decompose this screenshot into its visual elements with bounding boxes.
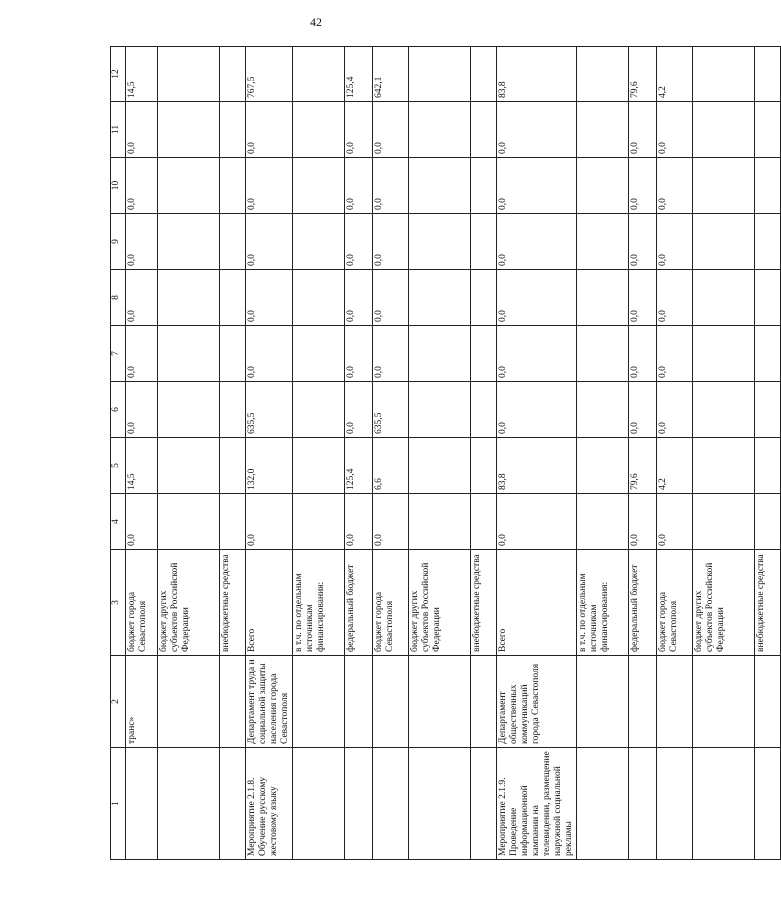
- table-row: [693, 47, 755, 860]
- value-cell: 635,5: [373, 382, 409, 438]
- executor-cell: [293, 656, 345, 748]
- value-cell: [293, 158, 345, 214]
- value-cell: 0,0: [126, 382, 158, 438]
- table-row: [293, 47, 345, 860]
- column-number: 4: [111, 494, 126, 550]
- executor-cell: [693, 656, 755, 748]
- value-cell: [220, 214, 246, 270]
- value-cell: [220, 47, 246, 102]
- value-cell: 635,5: [246, 382, 293, 438]
- value-cell: 0,0: [657, 494, 693, 550]
- value-cell: [293, 47, 345, 102]
- value-cell: [755, 326, 781, 382]
- value-cell: 0,0: [345, 494, 373, 550]
- value-cell: 0,0: [657, 270, 693, 326]
- executor-cell: [345, 656, 373, 748]
- value-cell: 79,6: [629, 438, 657, 494]
- value-cell: 0,0: [373, 214, 409, 270]
- value-cell: [755, 438, 781, 494]
- source-cell: бюджет других субъектов Российской Федерации: [693, 550, 755, 656]
- value-cell: 0,0: [657, 382, 693, 438]
- header-row: [111, 47, 126, 860]
- value-cell: 83,8: [497, 47, 577, 102]
- column-number: 10: [111, 158, 126, 214]
- value-cell: 0,0: [126, 214, 158, 270]
- executor-cell: транс»: [126, 656, 158, 748]
- value-cell: [158, 47, 220, 102]
- value-cell: 0,0: [126, 326, 158, 382]
- value-cell: [409, 47, 471, 102]
- value-cell: [577, 438, 629, 494]
- activity-cell: [657, 748, 693, 860]
- value-cell: 0,0: [246, 102, 293, 158]
- column-number: 8: [111, 270, 126, 326]
- value-cell: [220, 270, 246, 326]
- value-cell: 4,2: [657, 438, 693, 494]
- value-cell: [471, 494, 497, 550]
- value-cell: 0,0: [246, 326, 293, 382]
- activity-cell: [577, 748, 629, 860]
- value-cell: 0,0: [497, 494, 577, 550]
- page-number: 42: [310, 15, 322, 29]
- value-cell: [409, 158, 471, 214]
- table-row: [497, 47, 577, 860]
- value-cell: 79,6: [629, 47, 657, 102]
- value-cell: [577, 270, 629, 326]
- value-cell: 0,0: [497, 326, 577, 382]
- value-cell: [755, 270, 781, 326]
- table-row: [126, 47, 158, 860]
- value-cell: [471, 158, 497, 214]
- value-cell: 0,0: [497, 382, 577, 438]
- value-cell: [755, 158, 781, 214]
- value-cell: [693, 326, 755, 382]
- value-cell: [693, 270, 755, 326]
- table-row: [471, 47, 497, 860]
- value-cell: [693, 494, 755, 550]
- value-cell: 14,5: [126, 47, 158, 102]
- value-cell: [577, 214, 629, 270]
- value-cell: 0,0: [497, 158, 577, 214]
- value-cell: [158, 326, 220, 382]
- value-cell: [158, 102, 220, 158]
- table-row: [577, 47, 629, 860]
- value-cell: 0,0: [497, 270, 577, 326]
- value-cell: 0,0: [126, 270, 158, 326]
- executor-cell: Департамент труда и социальной защиты населения города Севастополя: [246, 656, 293, 748]
- executor-cell: [220, 656, 246, 748]
- value-cell: 0,0: [373, 102, 409, 158]
- value-cell: [471, 382, 497, 438]
- activity-cell: [693, 748, 755, 860]
- executor-cell: [657, 656, 693, 748]
- activity-cell: [126, 748, 158, 860]
- value-cell: 132,0: [246, 438, 293, 494]
- value-cell: [577, 47, 629, 102]
- activity-cell: [471, 748, 497, 860]
- source-cell: бюджет города Севастополя: [126, 550, 158, 656]
- executor-cell: [373, 656, 409, 748]
- value-cell: 0,0: [629, 214, 657, 270]
- value-cell: 4,2: [657, 47, 693, 102]
- table-row: [409, 47, 471, 860]
- value-cell: 0,0: [345, 326, 373, 382]
- value-cell: 0,0: [373, 326, 409, 382]
- value-cell: [755, 47, 781, 102]
- activity-cell: [373, 748, 409, 860]
- value-cell: [220, 102, 246, 158]
- value-cell: [755, 382, 781, 438]
- value-cell: [693, 102, 755, 158]
- executor-cell: [471, 656, 497, 748]
- value-cell: [471, 102, 497, 158]
- value-cell: 0,0: [345, 270, 373, 326]
- value-cell: [158, 494, 220, 550]
- value-cell: 0,0: [246, 494, 293, 550]
- value-cell: [293, 214, 345, 270]
- activity-cell: [409, 748, 471, 860]
- value-cell: [220, 326, 246, 382]
- value-cell: 0,0: [629, 382, 657, 438]
- value-cell: [471, 326, 497, 382]
- source-cell: Всего: [497, 550, 577, 656]
- table-row: [373, 47, 409, 860]
- source-cell: федеральный бюджет: [629, 550, 657, 656]
- value-cell: 6,6: [373, 438, 409, 494]
- value-cell: 0,0: [629, 102, 657, 158]
- value-cell: [577, 494, 629, 550]
- value-cell: 0,0: [345, 102, 373, 158]
- value-cell: 0,0: [345, 214, 373, 270]
- value-cell: 14,5: [126, 438, 158, 494]
- source-cell: в т.ч. по отдельным источникам финансирования:: [577, 550, 629, 656]
- value-cell: 0,0: [345, 382, 373, 438]
- value-cell: [158, 438, 220, 494]
- value-cell: 0,0: [345, 158, 373, 214]
- table-row: [629, 47, 657, 860]
- value-cell: [220, 158, 246, 214]
- value-cell: 0,0: [629, 270, 657, 326]
- activity-cell: [755, 748, 781, 860]
- value-cell: 0,0: [657, 214, 693, 270]
- value-cell: [409, 270, 471, 326]
- value-cell: 0,0: [497, 214, 577, 270]
- value-cell: 83,8: [497, 438, 577, 494]
- value-cell: 0,0: [629, 494, 657, 550]
- value-cell: 767,5: [246, 47, 293, 102]
- source-cell: внебюджетные средства: [471, 550, 497, 656]
- executor-cell: [577, 656, 629, 748]
- value-cell: [577, 382, 629, 438]
- value-cell: [409, 382, 471, 438]
- source-cell: в т.ч. по отдельным источникам финансирования:: [293, 550, 345, 656]
- executor-cell: [409, 656, 471, 748]
- value-cell: [471, 438, 497, 494]
- value-cell: [220, 494, 246, 550]
- activity-cell: [158, 748, 220, 860]
- value-cell: [755, 494, 781, 550]
- value-cell: [158, 214, 220, 270]
- column-number: 11: [111, 102, 126, 158]
- executor-cell: [755, 656, 781, 748]
- value-cell: [220, 438, 246, 494]
- value-cell: 0,0: [246, 214, 293, 270]
- value-cell: [755, 102, 781, 158]
- value-cell: [693, 47, 755, 102]
- column-number: 7: [111, 326, 126, 382]
- executor-cell: Департамент общественных коммуникаций города Севастополя: [497, 656, 577, 748]
- rotated-table-container: [110, 47, 766, 860]
- activity-cell: [293, 748, 345, 860]
- table-row: [246, 47, 293, 860]
- value-cell: [693, 214, 755, 270]
- value-cell: 0,0: [657, 326, 693, 382]
- value-cell: 0,0: [246, 270, 293, 326]
- value-cell: [409, 102, 471, 158]
- table-row: [158, 47, 220, 860]
- value-cell: 0,0: [126, 102, 158, 158]
- column-number: 1: [111, 748, 126, 860]
- value-cell: [471, 47, 497, 102]
- table-row: [657, 47, 693, 860]
- value-cell: 0,0: [373, 494, 409, 550]
- value-cell: 0,0: [373, 270, 409, 326]
- executor-cell: [629, 656, 657, 748]
- budget-table: [110, 46, 781, 860]
- column-number: 6: [111, 382, 126, 438]
- value-cell: [293, 382, 345, 438]
- value-cell: [293, 270, 345, 326]
- source-cell: Всего: [246, 550, 293, 656]
- value-cell: 0,0: [497, 102, 577, 158]
- value-cell: [293, 102, 345, 158]
- table-row: [220, 47, 246, 860]
- value-cell: [577, 158, 629, 214]
- value-cell: [293, 326, 345, 382]
- value-cell: [409, 214, 471, 270]
- value-cell: [158, 382, 220, 438]
- value-cell: [471, 214, 497, 270]
- value-cell: [693, 438, 755, 494]
- source-cell: федеральный бюджет: [345, 550, 373, 656]
- activity-cell: Мероприятие 2.1.8. Обучение русскому жестовому языку: [246, 748, 293, 860]
- value-cell: [693, 382, 755, 438]
- value-cell: 0,0: [126, 494, 158, 550]
- value-cell: [293, 438, 345, 494]
- value-cell: [220, 382, 246, 438]
- value-cell: [409, 326, 471, 382]
- value-cell: 0,0: [629, 326, 657, 382]
- value-cell: [755, 214, 781, 270]
- value-cell: [293, 494, 345, 550]
- activity-cell: [345, 748, 373, 860]
- value-cell: 0,0: [657, 158, 693, 214]
- activity-cell: [629, 748, 657, 860]
- column-number: 2: [111, 656, 126, 748]
- source-cell: внебюджетные средства: [220, 550, 246, 656]
- value-cell: [158, 270, 220, 326]
- activity-cell: [220, 748, 246, 860]
- value-cell: 125,4: [345, 438, 373, 494]
- value-cell: [693, 158, 755, 214]
- value-cell: [409, 438, 471, 494]
- table-row: [345, 47, 373, 860]
- value-cell: [409, 494, 471, 550]
- column-number: 3: [111, 550, 126, 656]
- source-cell: внебюджетные средства: [755, 550, 781, 656]
- value-cell: 642,1: [373, 47, 409, 102]
- column-number: 9: [111, 214, 126, 270]
- value-cell: [577, 102, 629, 158]
- value-cell: [158, 158, 220, 214]
- activity-cell: Мероприятие 2.1.9. Проведение информационной кампании на телевидении, размещение наружной социальной рекламы: [497, 748, 577, 860]
- column-number: 12: [111, 47, 126, 102]
- source-cell: бюджет города Севастополя: [373, 550, 409, 656]
- source-cell: бюджет других субъектов Российской Федерации: [158, 550, 220, 656]
- value-cell: 125,4: [345, 47, 373, 102]
- table-row: [755, 47, 781, 860]
- value-cell: 0,0: [126, 158, 158, 214]
- column-number: 5: [111, 438, 126, 494]
- value-cell: [471, 270, 497, 326]
- value-cell: 0,0: [657, 102, 693, 158]
- value-cell: 0,0: [246, 158, 293, 214]
- value-cell: [577, 326, 629, 382]
- value-cell: 0,0: [629, 158, 657, 214]
- source-cell: бюджет города Севастополя: [657, 550, 693, 656]
- source-cell: бюджет других субъектов Российской Федерации: [409, 550, 471, 656]
- executor-cell: [158, 656, 220, 748]
- value-cell: 0,0: [373, 158, 409, 214]
